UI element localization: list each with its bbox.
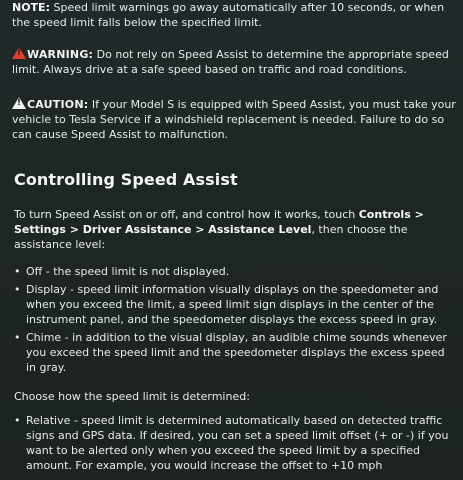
intro-text-end: , then choose the assistance level: <box>14 223 408 251</box>
settings-path: Controls > Settings > Driver Assistance > Assistance Level <box>14 208 424 236</box>
caution-text: If your Model S is equipped with Speed Assist, you must take your vehicle to Tesla Service if a windshield replacement is needed. Failure to do so can cause Speed Assist to malfunction. <box>12 98 456 141</box>
speed-limit-mode-list <box>14 413 454 476</box>
caution-triangle-icon <box>12 97 26 109</box>
list-item-text: Relative - speed limit is determined automatically based on detected traffic signs and GPS data. If desired, you can set a speed limit offset (+ or -) if you want to be alerted only when you exceed the speed limit by a specified amount. For example, you would increase the offset to +10 mph <box>26 414 449 472</box>
bullet: • <box>14 331 21 344</box>
section-heading: Controlling Speed Assist <box>14 170 238 189</box>
caution-paragraph <box>12 97 457 142</box>
list-item-text: Off - the speed limit is not displayed. <box>26 265 230 278</box>
caution-label: CAUTION: <box>27 98 89 111</box>
warning-label: WARNING: <box>27 48 94 61</box>
note-text: Speed limit warnings go away automatically after 10 seconds, or when the speed limit falls below the specified limit. <box>12 1 445 29</box>
intro-text-start: To turn Speed Assist on or off, and control how it works, touch <box>14 208 359 221</box>
warning-triangle-icon <box>12 47 26 59</box>
list-item-text: Display - speed limit information visually displays on the speedometer and when you exceed the limit, a speed limit sign displays in the center of the instrument panel, and the speedometer displays the excess speed in gray. <box>26 283 439 326</box>
warning-paragraph <box>12 47 457 77</box>
bullet: • <box>14 265 21 278</box>
intro-paragraph <box>14 207 454 252</box>
warning-text: Do not rely on Speed Assist to determine the appropriate speed limit. Always drive at a safe speed based on traffic and road conditions. <box>12 48 449 76</box>
list-item-text: Chime - in addition to the visual display, an audible chime sounds whenever you exceed the speed limit and the speedometer displays the excess speed in gray. <box>26 331 447 374</box>
list-item <box>14 330 454 375</box>
note-paragraph <box>12 0 457 30</box>
assistance-level-list <box>14 264 454 378</box>
bullet: • <box>14 283 21 296</box>
list-item <box>14 282 454 327</box>
list-item <box>14 264 454 279</box>
list-item <box>14 413 454 473</box>
bullet: • <box>14 414 21 427</box>
note-label: NOTE: <box>12 1 50 14</box>
choose-paragraph: Choose how the speed limit is determined: <box>14 390 250 403</box>
